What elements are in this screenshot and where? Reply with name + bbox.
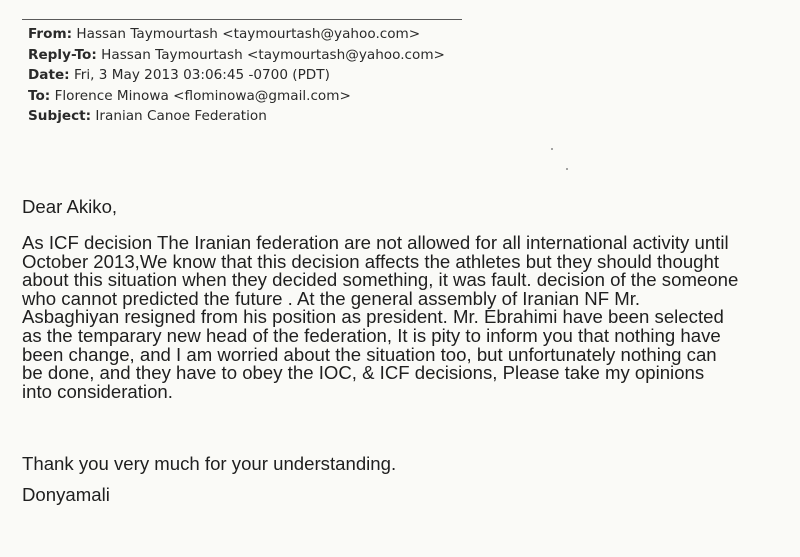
to-header <box>28 86 445 107</box>
to-label: To: <box>28 87 51 104</box>
body-line: Asbaghiyan resigned from his position as president. Mr. Ebrahimi have been selected <box>22 306 724 328</box>
body-line: As ICF decision The Iranian federation are not allowed for all international activity until <box>22 232 729 253</box>
message-body <box>22 234 738 401</box>
body-line: be done, and they have to obey the IOC, & ICF decisions, Please take my opinions <box>22 362 705 384</box>
scan-speck <box>566 168 568 170</box>
closing-line: Thank you very much for your understanding. <box>22 453 397 474</box>
subject-header <box>28 106 445 127</box>
date-header <box>28 65 445 86</box>
body-line: into consideration. <box>22 380 173 402</box>
body-line: October 2013,We know that this decision affects the athletes but they should thought <box>22 250 720 272</box>
scan-speck <box>551 148 553 150</box>
date-label: Date: <box>28 67 70 83</box>
from-label: From: <box>28 26 73 42</box>
greeting: Dear Akiko, <box>22 196 118 217</box>
header-divider <box>22 19 462 20</box>
from-value: Hassan Taymourtash <taymourtash@yahoo.com> <box>76 26 421 42</box>
body-line: been change, and I am worried about the situation too, but unfortunately nothing can <box>22 343 717 365</box>
body-line: as the temparary new head of the federation, It is pity to inform you that nothing have <box>22 324 721 346</box>
signature: Donyamali <box>22 484 110 505</box>
body-line: about this situation when they decided something, it was fault. decision of the someone <box>22 269 739 291</box>
from-header <box>28 24 445 45</box>
reply-to-header <box>28 45 445 66</box>
subject-label: Subject: <box>28 108 92 124</box>
reply-to-value: Hassan Taymourtash <taymourtash@yahoo.com> <box>101 46 445 63</box>
reply-to-label: Reply-To: <box>28 46 97 63</box>
subject-value: Iranian Canoe Federation <box>95 108 267 124</box>
body-line: who cannot predicted the future . At the general assembly of Iranian NF Mr. <box>22 287 641 309</box>
email-headers <box>28 24 445 127</box>
to-value: Florence Minowa <flominowa@gmail.com> <box>54 87 351 104</box>
date-value: Fri, 3 May 2013 03:06:45 -0700 (PDT) <box>73 67 330 83</box>
